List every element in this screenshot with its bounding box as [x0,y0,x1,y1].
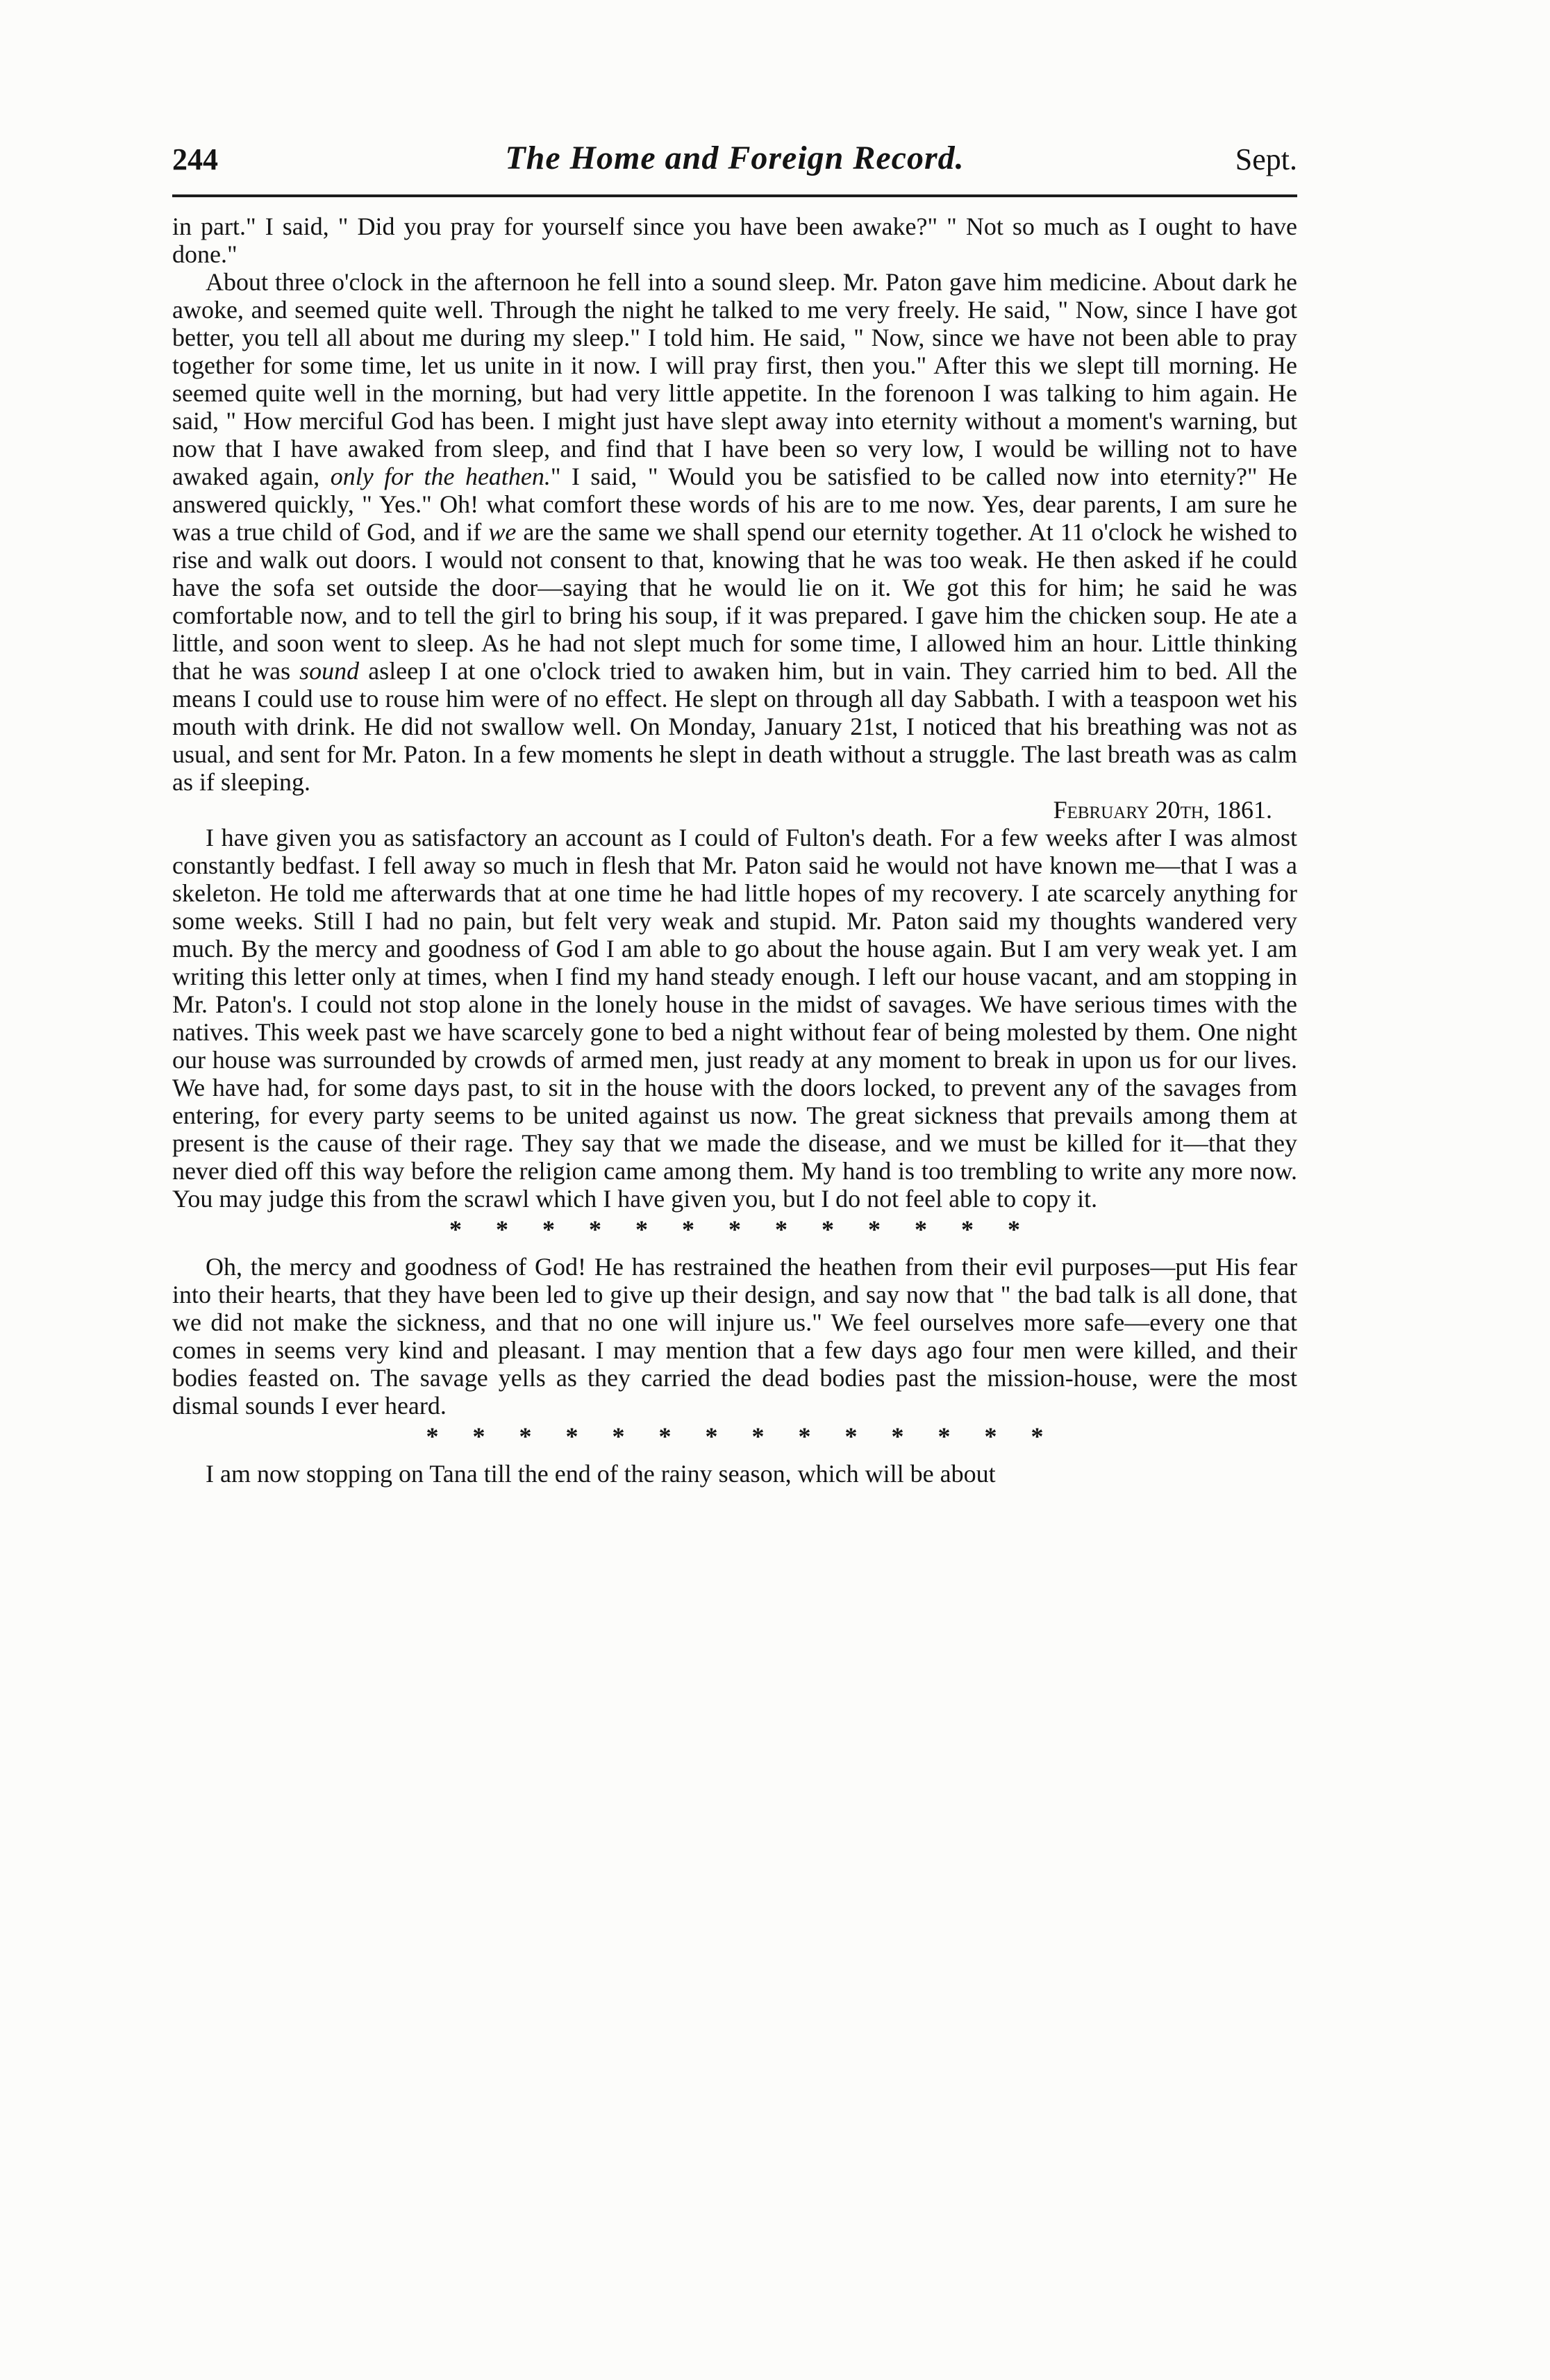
header-month: Sept. [1235,142,1297,176]
paragraph-4: Oh, the mercy and goodness of God! He has restrained the heathen from their evil purposes—put His fear into their hearts, that they have been led to give up their design, and say now that " the bad talk is all done, that we did not make the sickness, and that no one will injure us." We feel ourselves more safe—every one that comes in seems very kind and pleasant. I may mention that a few days ago four men were killed, and their bodies feasted on. The savage yells as they carried the dead bodies past the mission-house, were the most dismal sounds I ever heard. [172,1253,1297,1420]
running-title: The Home and Foreign Record. [505,140,965,176]
paragraph-3: I have given you as satisfactory an account as I could of Fulton's death. For a few weeks after I was almost constantly bedfast. I fell away so much in flesh that Mr. Paton said he would not have known me—that I was a skeleton. He told me afterwards that at one time he had little hopes of my recovery. I ate scarcely anything for some weeks. Still I had no pain, but felt very weak and stupid. Mr. Paton said my thoughts wandered very much. By the mercy and goodness of God I am able to go about the house again. But I am very weak yet. I am writing this letter only at times, when I find my hand steady enough. I left our house vacant, and am stopping in Mr. Paton's. I could not stop alone in the lonely house in the midst of savages. We have serious times with the natives. This week past we have scarcely gone to bed a night without fear of being molested by them. One night our house was surrounded by crowds of armed men, just ready at any moment to break in upon us for our lives. We have had, for some days past, to sit in the house with the doors locked, to prevent any of the savages from entering, for every party seems to be united against us now. The great sickness that prevails among them at present is the cause of their rage. They say that we made the disease, and we must be killed for it—that they never died off this way before the religion came among them. My hand is too trembling to write any more now. You may judge this from the scrawl which I have given you, but I do not feel able to copy it. [172,824,1297,1213]
paragraph-2: About three o'clock in the afternoon he fell into a sound sleep. Mr. Paton gave him medicine. About dark he awoke, and seemed quite well. Through the night he talked to me very freely. He said, " Now, since I have got better, you tell all about me during my sleep." I told him. He said, " Now, since we have not been able to pray together for some time, let us unite in it now. I will pray first, then you." After this we slept till morning. He seemed quite well in the morning, but had very little appetite. In the forenoon I was talking to him again. He said, " How merciful God has been. I might just have slept away into eternity without a moment's warning, but now that I have awaked from sleep, and find that I have been so very low, I would be willing not to have awaked again, only for the heathen." I said, " Would you be satisfied to be called now into eternity?" He answered quickly, " Yes." Oh! what comfort these words of his are to me now. Yes, dear parents, I am sure he was a true child of God, and if we are the same we shall spend our eternity together. At 11 o'clock he wished to rise and walk out doors. I would not consent to that, knowing that he was too weak. He then asked if he could have the sofa set outside the door—saying that he would lie on it. We got this for him; he said he was comfortable now, and to tell the girl to bring his soup, if it was prepared. I gave him the chicken soup. He ate a little, and soon went to sleep. As he had not slept much for some time, I allowed him an hour. Little thinking that he was sound asleep I at one o'clock tried to awaken him, but in vain. They carried him to bed. All the means I could use to rouse him were of no effect. He slept on through all day Sabbath. I with a teaspoon wet his mouth with drink. He did not swallow well. On Monday, January 21st, I noticed that his breathing was not as usual, and sent for Mr. Paton. In a few moments he slept in death without a struggle. The last breath was as calm as if sleeping. [172,268,1298,796]
section-break-stars: * * * * * * * * * * * * * * [426,1422,1044,1450]
paragraph-1: in part." I said, " Did you pray for yourself since you have been awake?" " Not so much as I ought to have done." [172,213,1297,268]
article-body [172,213,1297,1488]
dateline: February 20th, 1861. [1053,796,1272,824]
section-break-stars: * * * * * * * * * * * * * [449,1215,1020,1243]
running-header [172,132,1297,197]
paragraph-5: I am now stopping on Tana till the end of the rainy season, which will be about [206,1460,996,1488]
page-number: 244 [172,142,218,176]
